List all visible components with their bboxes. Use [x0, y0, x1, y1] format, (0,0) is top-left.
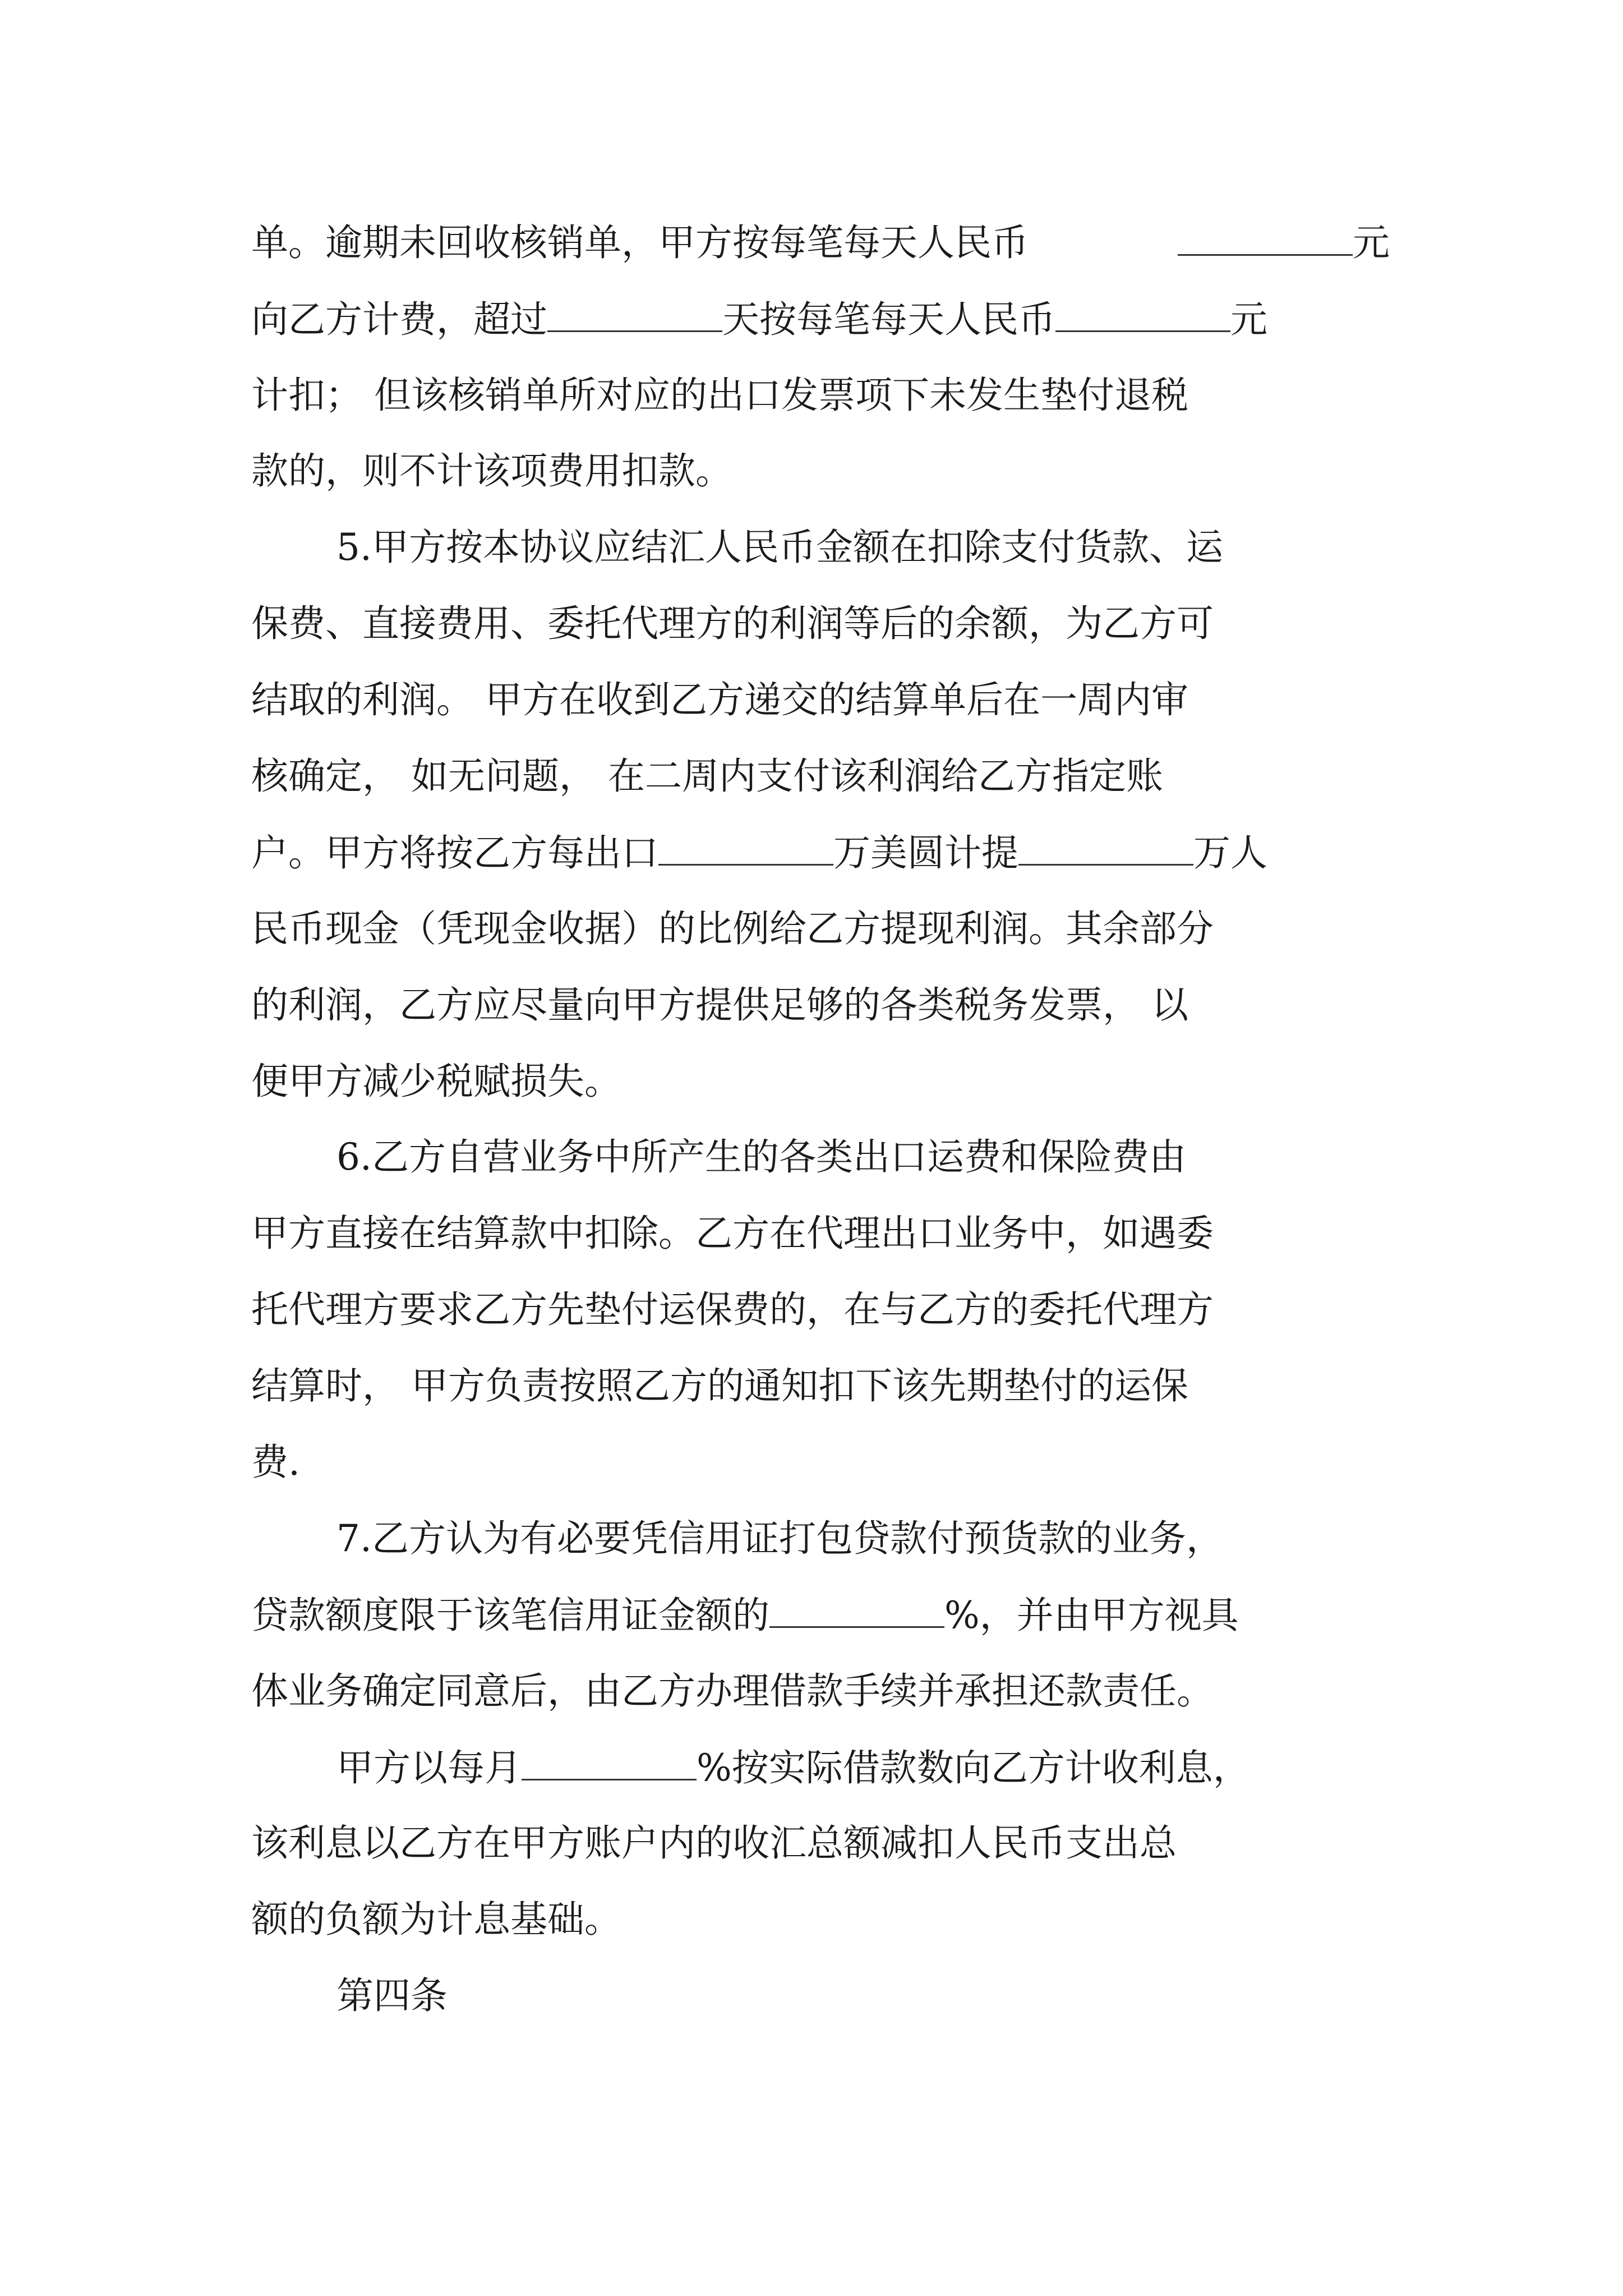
text-line [251, 291, 1390, 347]
text-line [336, 1740, 1390, 1796]
fill-in-blank [769, 1587, 944, 1628]
text-segment: 向乙方计费，超过 [251, 298, 547, 341]
text-segment: 民币现金（凭现金收据）的比例给乙方提现利润。其余部分 [251, 907, 1214, 950]
text-segment: 费. [251, 1441, 300, 1484]
text-segment: 5.甲方按本协议应结汇人民币金额在扣除支付货款、运 [336, 526, 1223, 569]
text-line [251, 748, 1390, 804]
text-segment: 7.乙方认为有必要凭信用证打包贷款付预货款的业务， [336, 1517, 1223, 1560]
text-segment: 体业务确定同意后，由乙方办理借款手续并承担还款责任。 [251, 1669, 1214, 1713]
text-segment: %，并由甲方视具 [944, 1594, 1239, 1637]
article-heading [336, 1968, 1390, 2024]
text-line [251, 1434, 1390, 1490]
text-segment: 元 [1230, 298, 1267, 341]
text-segment: 核确定， 如无问题， 在二周内支付该利润给乙方指定账 [251, 754, 1163, 798]
text-segment: 额的负额为计息基础。 [251, 1898, 621, 1941]
text-segment: 保费、直接费用、委托代理方的利润等后的余额，为乙方可 [251, 602, 1214, 645]
text-line [251, 596, 1390, 652]
text-line [251, 1815, 1390, 1871]
fill-in-blank [522, 1740, 697, 1780]
text-segment: 甲方以每月 [336, 1746, 522, 1789]
fill-in-blank [1178, 215, 1353, 256]
text-segment: 元 [1353, 221, 1390, 264]
text-line [251, 1663, 1390, 1719]
text-segment: 款的，则不计该项费用扣款。 [251, 449, 732, 493]
text-line [251, 1205, 1390, 1262]
text-segment: 该利息以乙方在甲方账户内的收汇总额减扣人民币支出总 [251, 1821, 1177, 1865]
text-segment: 万美圆计提 [833, 831, 1018, 875]
text-line [251, 1053, 1390, 1110]
text-segment: 的利润，乙方应尽量向甲方提供足够的各类税务发票， 以 [251, 983, 1188, 1027]
fill-in-blank [547, 291, 722, 332]
text-segment: 单。逾期未回收核销单，甲方按每笔每天人民币 [251, 221, 1029, 264]
text-segment: 第四条 [336, 1974, 448, 2017]
text-line [251, 1358, 1390, 1414]
text-line [251, 1892, 1390, 1948]
text-segment: 便甲方减少税赋损失。 [251, 1060, 621, 1103]
text-segment: 结取的利润。 甲方在收到乙方递交的结算单后在一周内审 [251, 678, 1188, 721]
text-segment: 万人 [1193, 831, 1267, 875]
text-line [251, 672, 1390, 728]
text-line [251, 901, 1390, 957]
text-segment: %按实际借款数向乙方计收利息， [697, 1746, 1250, 1789]
fill-in-blank [1018, 825, 1193, 866]
text-segment: 贷款额度限于该笔信用证金额的 [251, 1594, 769, 1637]
text-segment: 天按每笔每天人民币 [722, 298, 1055, 341]
text-line [251, 443, 1390, 499]
text-segment: 结算时， 甲方负责按照乙方的通知扣下该先期垫付的运保 [251, 1364, 1188, 1407]
text-line [251, 1587, 1390, 1643]
text-line [251, 1282, 1390, 1338]
text-segment: 户。甲方将按乙方每出口 [251, 831, 658, 875]
text-line [336, 519, 1390, 576]
text-line [336, 1129, 1390, 1185]
text-line [251, 977, 1390, 1033]
fill-in-blank [1055, 291, 1230, 332]
text-segment: 6.乙方自营业务中所产生的各类出口运费和保险费由 [336, 1135, 1186, 1179]
text-line [251, 367, 1390, 424]
text-line [336, 1511, 1390, 1567]
text-segment: 托代理方要求乙方先垫付运保费的，在与乙方的委托代理方 [251, 1288, 1214, 1331]
text-line [251, 215, 1390, 271]
text-segment: 甲方直接在结算款中扣除。乙方在代理出口业务中，如遇委 [251, 1212, 1214, 1255]
fill-in-blank [658, 825, 833, 866]
text-line [251, 825, 1390, 881]
text-segment: 计扣； 但该核销单所对应的出口发票项下未发生垫付退税 [251, 374, 1188, 417]
